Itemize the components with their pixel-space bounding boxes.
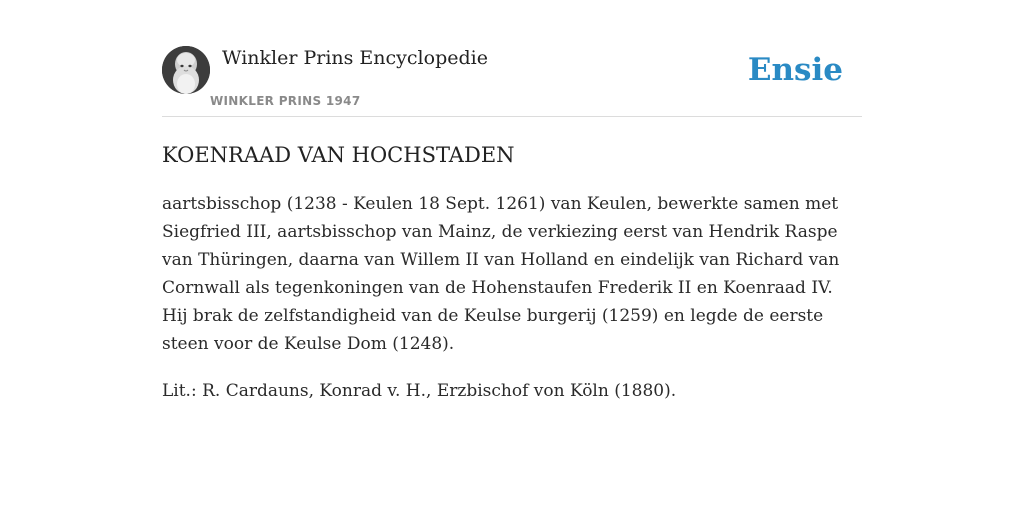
avatar[interactable] [162,46,210,94]
brand-logo[interactable]: Ensie [747,52,843,88]
bearded-man-portrait-icon [162,46,210,94]
article-title: KOENRAAD VAN HOCHSTADEN [162,143,515,167]
article-literature: Lit.: R. Cardauns, Konrad v. H., Erzbischof von Köln (1880). [162,381,677,401]
article [162,140,862,405]
source-tag[interactable]: WINKLER PRINS 1947 [210,94,361,108]
site-title[interactable]: Winkler Prins Encyclopedie [222,47,488,69]
header [162,46,862,117]
article-body: aartsbisschop (1238 - Keulen 18 Sept. 1261) van Keulen, bewerkte samen met Siegfried III, aartsbisschop van Mainz, de verkiezing eerst van Hendrik Raspe van Thüringen, daarna van Willem II van Holland en eindelijk van Richard van Cornwall als tegenkoningen van de Hohenstaufen Frederik II en Koenraad IV. Hij brak de zelfstandigheid van de Keulse burgerij (1259) en legde de eerste steen voor de Keulse Dom (1248). [162,194,840,354]
